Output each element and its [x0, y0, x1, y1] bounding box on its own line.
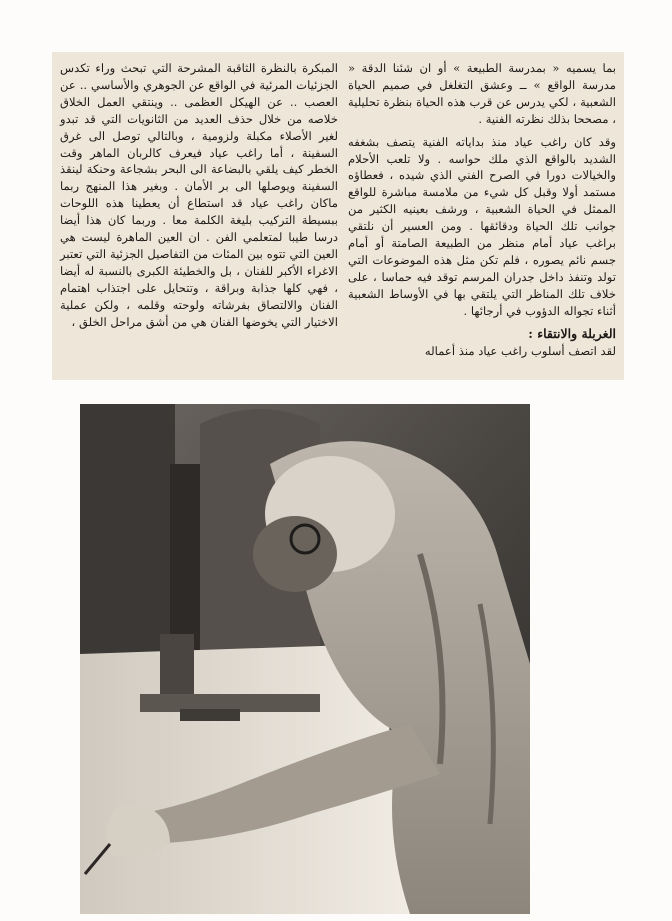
artist-photograph	[80, 404, 530, 914]
article-column-left	[60, 60, 338, 331]
paragraph: المبكرة بالنظرة الثاقبة المشرحة التي تبحث وراء تكدس الجزئيات المرئية في الواقع عن الجوهري والأساسي .. عن العصب .. عن الهيكل العظمى .. وينتقي العمل الخلاق خلاصه من خلال حذف العديد من الثانويات التي قد تبدو لغير الأصلاء مكبلة ولزومية ، وبالتالي توصل الى غرق السفينة ، أما راغب عياد فيعرف كالربان الماهر وقت الخطر كيف يلقي بالبضاعة الى البحر بشجاعة وحنكة لينقذ السفينة ويوصلها الى بر الأمان . وبغير هذا المنهج ربما ماكان راغب عياد قد استطاع أن يعطينا هذه اللوحات ببسيطة التركيب بليغة الكلمة معا . وربما كان هذا أيضا درسا طيبا لمتعلمي الفن . ان العين الماهرة ليست هي العين التي تتوه بين المئات من التفاصيل الجزئية التي تعتبر الاغراء الأكبر للفنان ، بل والخطيئة الكبرى بالنسبة له أيضا ، فهي كلها جذابة وبراقة ، وتتحايل على اجتذاب اهتمام الفنان والالتصاق بفرشاته ولوحته وقلمه ، ولكن عملية الاختيار التي يخوضها الفنان هي من أشق مراحل الخلق ،	[60, 61, 338, 329]
paragraph: لقد اتصف أسلوب راغب عياد منذ أعماله	[424, 343, 616, 358]
paragraph: وقد كان راغب عياد منذ بداياته الفنية يتصف بشغفه الشديد بالواقع الذي ملك حواسه . ولا تلعب الأحلام والخيالات دورا في الصرح الفني الذي شيده ، فعطاؤه مستمد أولا وقبل كل شيء من ملامسة مباشرة للواقع الممثل في الحياة الشعبية ، ورشف بعينيه الكثير من جوانب تلك الحياة ودقائقها . ومن العسير أن نلتقي براغب عياد أمام منظر من الطبيعة الصامتة أو أمام جسم نائم يصوره ، فلم تكن مثل هذه الموضوعات التي تولد وتنفذ داخل جدران المرسم توقد فيه حماسا ، على خلاف تلك المناظر التي يلتقي بها في الأوساط الشعبية أثناء تجواله الدؤوب في أرجائها .	[348, 134, 616, 318]
photo-illustration	[80, 404, 530, 914]
paragraph: بما يسميه « بمدرسة الطبيعة » أو ان شئنا الدقة « مدرسة الواقع » ــ وعشق التغلغل في صميم الحياة الشعبية ، لكي يدرس عن قرب هذه الحياة بنظرة تحليلية ، مصححا بذلك نظرته الفنية .	[348, 61, 616, 126]
section-heading: الغربلة والانتقاء :	[528, 325, 616, 341]
article-column-right	[348, 60, 616, 359]
